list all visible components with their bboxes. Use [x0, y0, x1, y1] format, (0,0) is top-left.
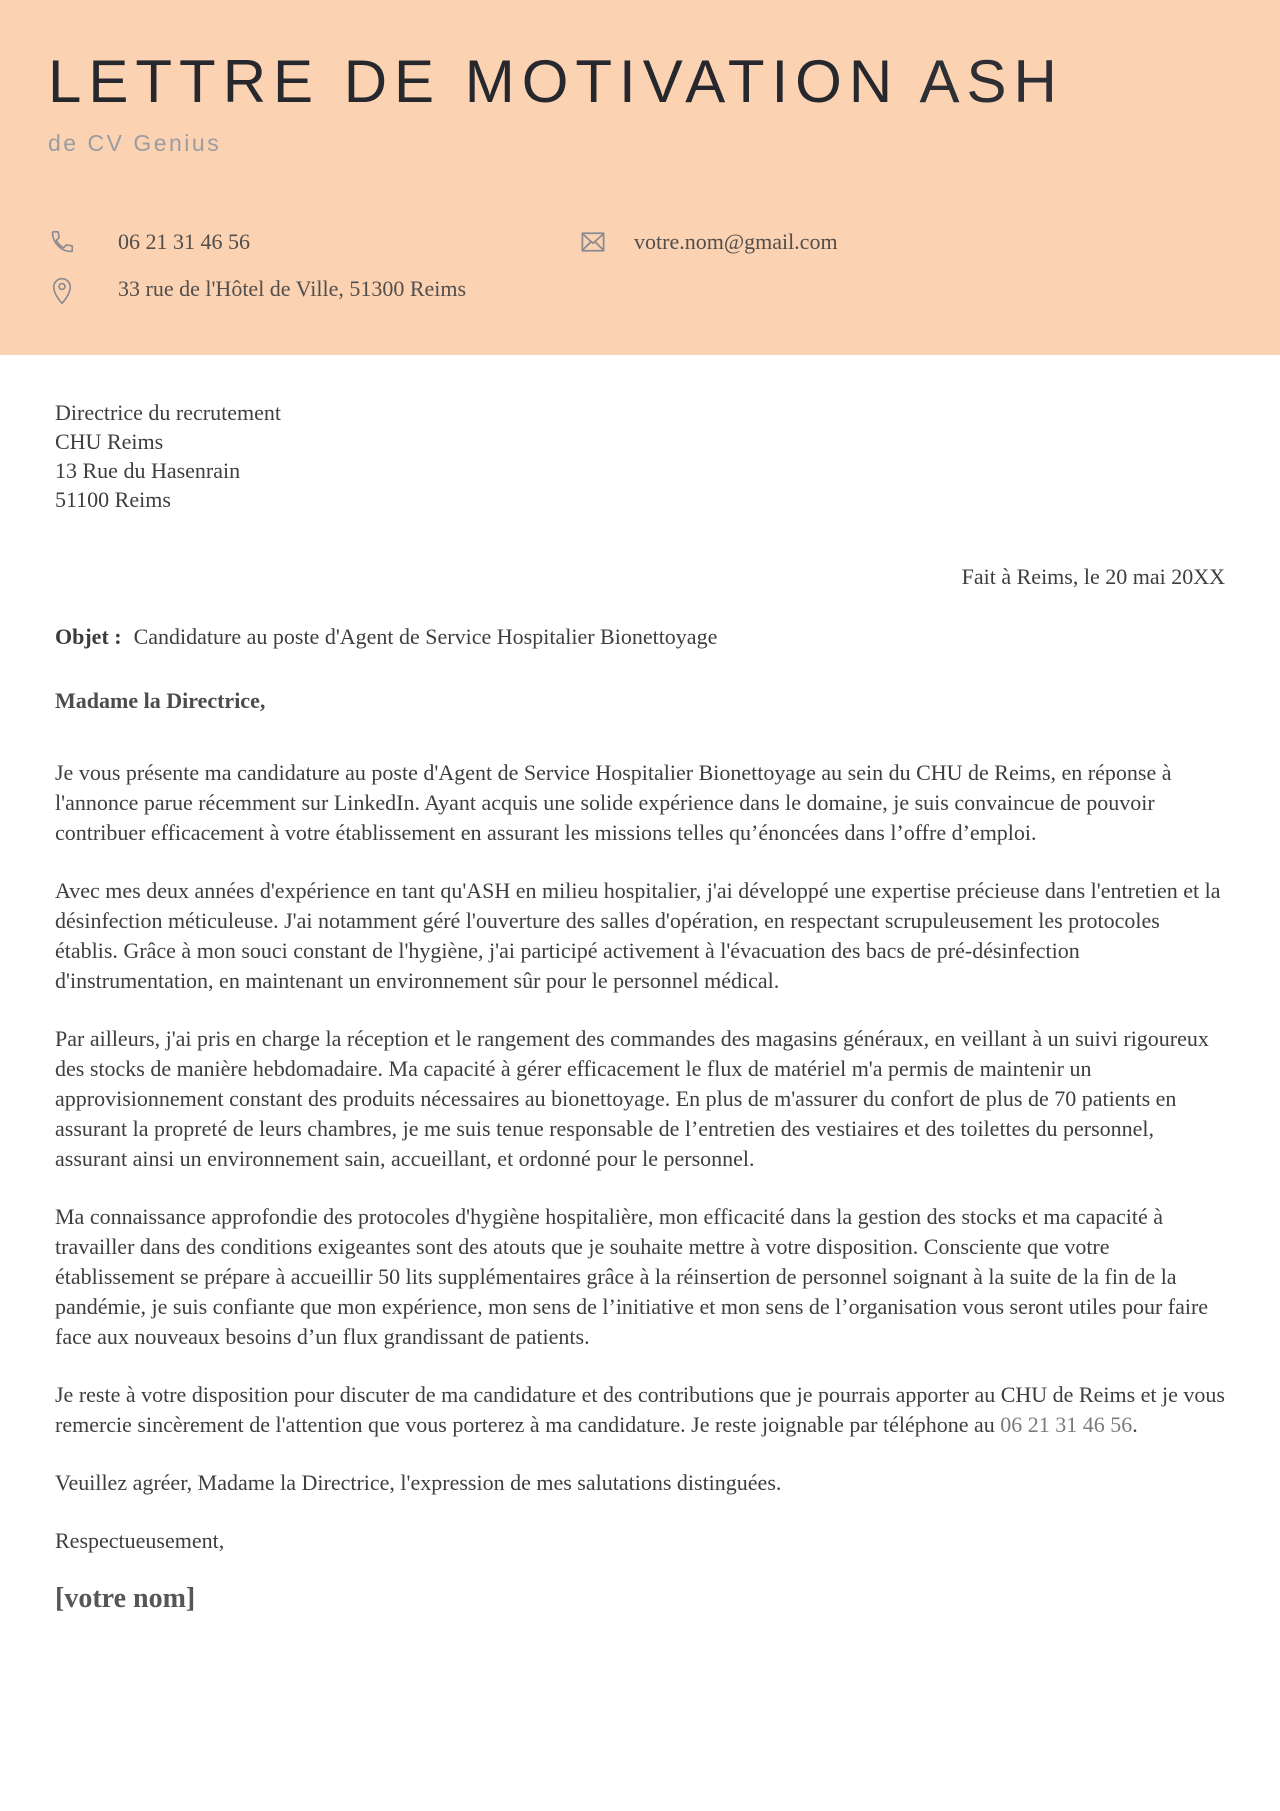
recipient-block — [55, 398, 1225, 514]
closing-phone-number: 06 21 31 46 56 — [1000, 1412, 1133, 1437]
contact-email-row — [578, 227, 1225, 257]
recipient-line: 51100 Reims — [55, 487, 171, 512]
recipient-line: CHU Reims — [55, 429, 164, 454]
page-title-main: LETTRE DE MOTIVATION — [48, 48, 900, 115]
greeting: Madame la Directrice, — [55, 688, 266, 713]
date-line: Fait à Reims, le 20 mai 20XX — [961, 564, 1225, 589]
contact-phone: 06 21 31 46 56 — [118, 229, 250, 254]
paragraph-2: Avec mes deux années d'expérience en tant qu'ASH en milieu hospitalier, j'ai développé une expertise précieuse dans l'entretien et la désinfection méticuleuse. J'ai notamment géré l'ouverture des salles d'opération, en respectant scrupuleusement les protocoles établis. Grâce à mon souci constant de l'hygiène, j'ai participé activement à l'évacuation des bacs de pré-désinfection d'instrumentation, en maintenant un environnement sûr pour le personnel médical. — [55, 878, 1221, 993]
envelope-icon — [578, 227, 608, 257]
recipient-line: 13 Rue du Hasenrain — [55, 458, 241, 483]
letter-body — [0, 355, 1280, 1614]
closing-text: Je reste à votre disposition pour discuter de ma candidature et des contributions que je pourrais apporter au CHU de Reims et je vous remercie sincèrement de l'attention que vous porterez à ma candidature. Je reste joignable par téléphone au — [55, 1382, 1225, 1437]
signoff: Respectueusement, — [55, 1528, 225, 1553]
paragraph-1: Je vous présente ma candidature au poste d'Agent de Service Hospitalier Bionettoyage au sein du CHU de Reims, en réponse à l'annonce parue récemment sur LinkedIn. Ayant acquis une solide expérience dans le domaine, je suis convaincue de pouvoir contribuer efficacement à votre établissement en assurant les missions telles qu’énoncées dans l’offre d’emploi. — [55, 760, 1172, 845]
contact-phone-row — [48, 227, 578, 257]
valediction: Veuillez agréer, Madame la Directrice, l'expression de mes salutations distinguées. — [55, 1470, 782, 1495]
contact-block — [48, 227, 1225, 305]
page-subtitle: de CV Genius — [48, 130, 222, 156]
paragraph-3: Par ailleurs, j'ai pris en charge la réception et le rangement des commandes des magasins généraux, en veillant à un suivi rigoureux des stocks de manière hebdomadaire. Ma capacité à gérer efficacement le flux de matériel m'a permis de maintenir un approvisionnement constant des produits nécessaires au bionettoyage. En plus de m'assurer du confort de plus de 70 patients en assurant la propreté de leurs chambres, je me suis tenue responsable de l’entretien des vestiaires et des toilettes du personnel, assurant ainsi un environnement sain, accueillant, et ordonné pour le personnel. — [55, 1026, 1209, 1171]
contact-address: 33 rue de l'Hôtel de Ville, 51300 Reims — [118, 276, 467, 301]
subject-line — [55, 622, 1225, 652]
subject-label: Objet : — [55, 624, 122, 649]
page-title-suffix: ASH — [899, 48, 1064, 115]
phone-icon — [48, 228, 76, 256]
contact-email: votre.nom@gmail.com — [634, 229, 838, 254]
closing-period: . — [1132, 1412, 1138, 1437]
contact-address-row — [48, 273, 578, 305]
paragraph-4: Ma connaissance approfondie des protocoles d'hygiène hospitalière, mon efficacité dans la gestion des stocks et ma capacité à travailler dans des conditions exigeantes sont des atouts que je souhaite mettre à votre disposition. Consciente que votre établissement se prépare à accueillir 50 lits supplémentaires grâce à la réinsertion de personnel soignant à la suite de la fin de la pandémie, je suis confiante que mon expérience, mon sens de l’initiative et mon sens de l’organisation vous seront utiles pour faire face aux nouveaux besoins d’un flux grandissant de patients. — [55, 1204, 1209, 1349]
location-pin-icon — [48, 273, 76, 305]
paragraph-5 — [55, 1380, 1225, 1440]
page-title — [48, 48, 1225, 115]
subject-text: Candidature au poste d'Agent de Service Hospitalier Bionettoyage — [133, 624, 718, 649]
letter-header — [0, 0, 1280, 355]
recipient-line: Directrice du recrutement — [55, 400, 281, 425]
signature-name-placeholder: [votre nom] — [55, 1583, 196, 1614]
